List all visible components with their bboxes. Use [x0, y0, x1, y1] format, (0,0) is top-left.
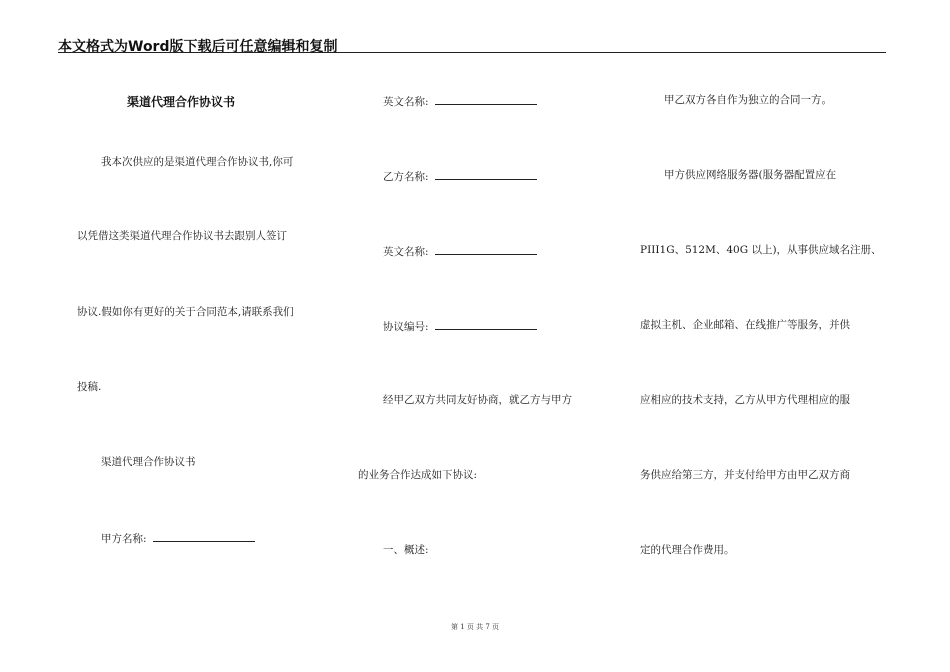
paragraph-line: 定的代理合作费用。 — [640, 544, 735, 556]
english-name-field-1 — [383, 93, 537, 109]
paragraph-line: 以凭借这类渠道代理合作协议书去跟别人签订 — [77, 230, 287, 242]
paragraph-line: 投稿. — [77, 381, 102, 393]
paragraph-line: 应相应的技术支持，乙方从甲方代理相应的服 — [640, 394, 850, 406]
party-b-blank — [435, 168, 537, 180]
english-name-label: 英文名称: — [383, 96, 429, 108]
paragraph-line: 的业务合作达成如下协议: — [358, 469, 478, 481]
english-name-label: 英文名称: — [383, 246, 429, 258]
english-name-blank — [435, 243, 537, 255]
party-a-field — [101, 530, 255, 546]
paragraph-line: 甲乙双方各自作为独立的合同一方。 — [664, 94, 832, 106]
paragraph-line: 虚拟主机、企业邮箱、在线推广等服务，并供 — [640, 319, 850, 331]
agreement-no-blank — [435, 318, 537, 330]
party-b-label: 乙方名称: — [383, 171, 429, 183]
header-banner: 本文格式为Word版下载后可任意编辑和复制 — [58, 39, 338, 55]
page-number: 第 1 页 共 7 页 — [450, 623, 500, 631]
document-title: 渠道代理合作协议书 — [127, 95, 236, 109]
section-heading: 一、概述: — [383, 544, 429, 556]
english-name-blank — [435, 93, 537, 105]
section-heading: 渠道代理合作协议书 — [101, 456, 196, 468]
agreement-no-field — [383, 318, 537, 334]
party-a-blank — [153, 530, 255, 542]
header-rule — [58, 52, 886, 53]
agreement-no-label: 协议编号: — [383, 321, 429, 333]
party-a-label: 甲方名称: — [101, 533, 147, 545]
paragraph-line: 我本次供应的是渠道代理合作协议书,你可 — [101, 156, 294, 168]
party-b-field — [383, 168, 537, 184]
paragraph-line: 协议.假如你有更好的关于合同范本,请联系我们 — [77, 306, 294, 318]
paragraph-line: 务供应给第三方，并支付给甲方由甲乙双方商 — [640, 469, 850, 481]
paragraph-line: 经甲乙双方共同友好协商，就乙方与甲方 — [383, 394, 572, 406]
paragraph-line: PIII1G、512M、40G 以上)，从事供应域名注册、 — [640, 244, 882, 256]
english-name-field-2 — [383, 243, 537, 259]
paragraph-line: 甲方供应网络服务器(服务器配置应在 — [664, 169, 837, 181]
